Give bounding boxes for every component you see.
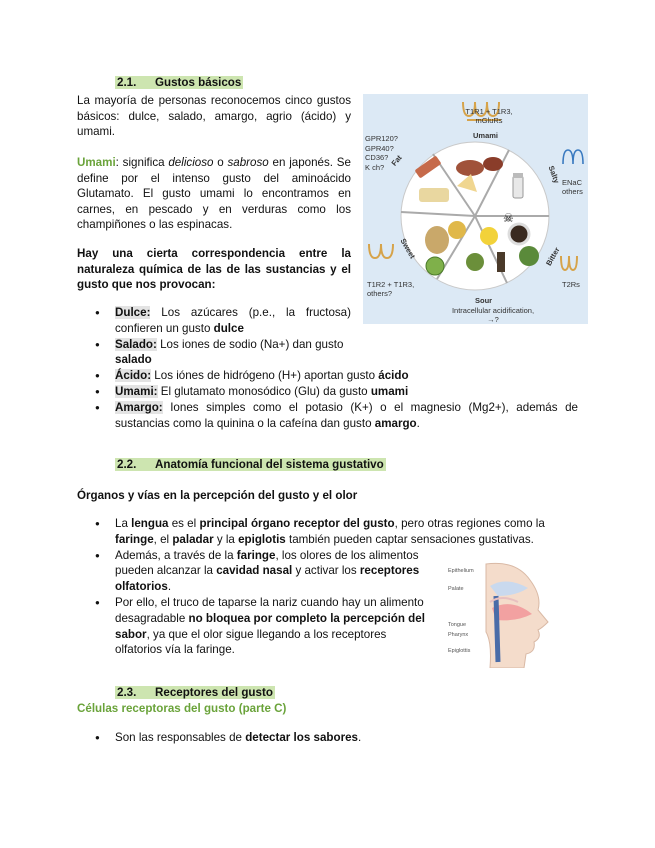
bullet-term: Amargo: [115, 400, 163, 414]
bullet-term: Ácido: [115, 369, 152, 383]
text-run: , los olores de los alimentos pueden alcanzar la [115, 548, 419, 578]
label-line: others [562, 187, 583, 196]
meat-icon [483, 157, 503, 171]
text-run: Los azúcares (p.e., la fructosa) confieren un gusto [115, 306, 351, 335]
broccoli-icon [519, 246, 539, 266]
anatomy-figure [446, 562, 558, 668]
umami-label: Umami [77, 156, 116, 169]
bold-run: faringe [236, 548, 276, 562]
label-line: CD36? [365, 153, 389, 162]
bottle-icon [497, 252, 505, 272]
label-line: →? [487, 315, 499, 324]
text-run: Los iónes de hidrógeno (H+) aportan gusto [151, 369, 379, 383]
bold-run: no bloquea por completo la percepción del sabor [115, 611, 425, 641]
label-line: K ch? [365, 162, 385, 172]
intro-paragraph: La mayoría de personas reconocemos cinco gustos básicos: dulce, salado, amargo, agrio (ácido) y umami. [77, 94, 351, 139]
bold-run: salado [115, 353, 152, 367]
grape-icon [466, 253, 484, 271]
bold-run: dulce [213, 321, 244, 335]
bold-run: principal órgano receptor del gusto [199, 517, 395, 530]
correspondence-paragraph: Hay una cierta correspondencia entre la naturaleza química de las de las sustancias y el gusto que nos provocan: [77, 247, 351, 292]
italic-run: sabroso [227, 156, 269, 169]
bold-run: faringe [115, 532, 154, 546]
list-item [115, 730, 551, 746]
umami-receptor-label [457, 107, 521, 125]
sweet-receptor-label [367, 280, 414, 298]
fat-receptor-label [365, 134, 398, 172]
subsection-title: Órganos y vías en la percepción del gusto y el olor [77, 489, 358, 502]
butter-icon [419, 188, 449, 202]
meat-icon [456, 160, 484, 176]
taste-wheel-figure [363, 94, 588, 324]
text-run: o [213, 156, 228, 169]
anat-label: Palate [448, 586, 464, 592]
section-title: Receptores del gusto [155, 686, 273, 699]
text-run: : significa [115, 156, 169, 169]
heading-highlight [115, 458, 386, 471]
salty-label-fig: Salty [546, 164, 562, 185]
section-heading-2-1 [115, 76, 243, 89]
bold-run: lengua [131, 517, 169, 530]
lemon-icon [480, 227, 498, 245]
label-line: GPR120? [365, 134, 398, 143]
text-run: Son las responsables de [115, 731, 246, 744]
coffee-icon [509, 224, 529, 244]
list-item [115, 516, 551, 548]
text-run: también pueden captar sensaciones gustativas. [285, 532, 534, 546]
bullet-term: Salado: [115, 337, 157, 351]
list-item [115, 548, 425, 595]
list-item [115, 400, 578, 432]
salt-shaker-icon [513, 176, 523, 198]
honey-icon [448, 221, 466, 239]
label-line: T1R2 + T1R3, [367, 280, 415, 289]
fat-label-fig: Fat [389, 153, 404, 168]
text-run: , pero otras regiones como la [394, 517, 545, 530]
text-run: Por ello, el truco de taparse la nariz cuando hay un alimento desagradable [115, 595, 424, 625]
heading-highlight [115, 686, 275, 699]
text-run: es el [168, 517, 200, 530]
label-line: ENaC [562, 178, 583, 187]
text-run: Iones simples como el potasio (K+) o el magnesio (Mg2+), además de sustancias como la quinina o la cafeína dan gusto [115, 400, 578, 430]
text-run: , el [153, 532, 173, 546]
text-run: El glutamato monosódico (Glu) da gusto [157, 384, 371, 398]
anat-label: Tongue [448, 622, 467, 628]
section-number: 2.2. [117, 458, 137, 471]
anat-label: Epithelium [448, 568, 474, 574]
receptor-bullet-list [115, 730, 551, 746]
bitter-label-fig: Bitter [544, 245, 562, 268]
bold-run: detectar los sabores [245, 731, 358, 744]
salt-shaker-cap [513, 173, 523, 178]
section-title: Anatomía funcional del sistema gustativo [155, 458, 384, 471]
list-item [115, 384, 578, 400]
bold-run: paladar [172, 532, 214, 546]
list-item [115, 305, 351, 337]
bitter-receptor-label: T2Rs [562, 280, 580, 289]
bold-run: umami [370, 384, 409, 398]
bullet-term: Dulce: [115, 306, 151, 319]
salty-receptor-label [562, 178, 583, 196]
receptor-icon-sweet [369, 244, 393, 258]
list-item [115, 337, 351, 369]
taste-bullet-list [115, 305, 578, 431]
section-heading-2-2 [115, 458, 386, 471]
label-line: T1R1 + T1R3, [465, 107, 513, 116]
bread-icon [425, 226, 449, 254]
bold-run: receptores olfatorios [115, 564, 420, 594]
text-run: Los iones de sodio (Na+) dan gusto [156, 337, 344, 351]
section-number: 2.1. [117, 76, 137, 89]
skull-icon: ☠ [503, 211, 514, 225]
text-run: . [357, 731, 362, 744]
label-line: Intracellular acidification, [451, 306, 535, 315]
bold-run: cavidad nasal [216, 564, 293, 578]
anat-label: Pharynx [448, 632, 469, 638]
bold-run: ácido [378, 369, 409, 383]
text-run: , ya que el olor sigue llegando a los receptores olfatorios vía la faringe. [115, 627, 387, 657]
section-title: Gustos básicos [155, 76, 242, 89]
label-line: mGluRs [475, 116, 503, 125]
text-run: . [416, 416, 420, 430]
bullet-term: Umami: [115, 384, 158, 398]
sweet-label-fig: Sweet [398, 236, 418, 261]
pharynx-tube [496, 596, 498, 662]
heading-highlight [115, 76, 243, 89]
bold-run: amargo [374, 416, 417, 430]
text-run: y activar los [292, 564, 360, 578]
text-run: Además, a través de la [115, 548, 237, 562]
umami-paragraph [77, 155, 351, 233]
umami-label-fig: Umami [473, 131, 499, 140]
kiwi-icon [426, 257, 444, 275]
italic-run: delicioso [168, 156, 214, 169]
text-run: y la [213, 532, 239, 546]
section-heading-2-3 [115, 686, 275, 699]
sour-label-fig: Sour [475, 296, 493, 305]
label-line: GPR40? [365, 143, 394, 153]
list-item [115, 368, 578, 384]
label-line: others? [367, 289, 393, 298]
bold-run: epiglotis [238, 532, 286, 546]
receptor-icon-bitter [561, 256, 577, 270]
section-number: 2.3. [117, 686, 137, 699]
anat-label: Epiglottis [448, 648, 471, 654]
receptor-icon-salty [563, 150, 583, 164]
subsection-title-green: Células receptoras del gusto (parte C) [77, 702, 287, 715]
text-run: en japonés. Se define por el intenso gusto del aminoácido Glutamato. El gusto umami lo encontramos en carnes, en pescado y en verduras como los champiñones o las espinacas. [77, 156, 351, 232]
text-run: La [115, 517, 132, 530]
text-run: . [167, 580, 172, 594]
list-item [115, 595, 433, 658]
